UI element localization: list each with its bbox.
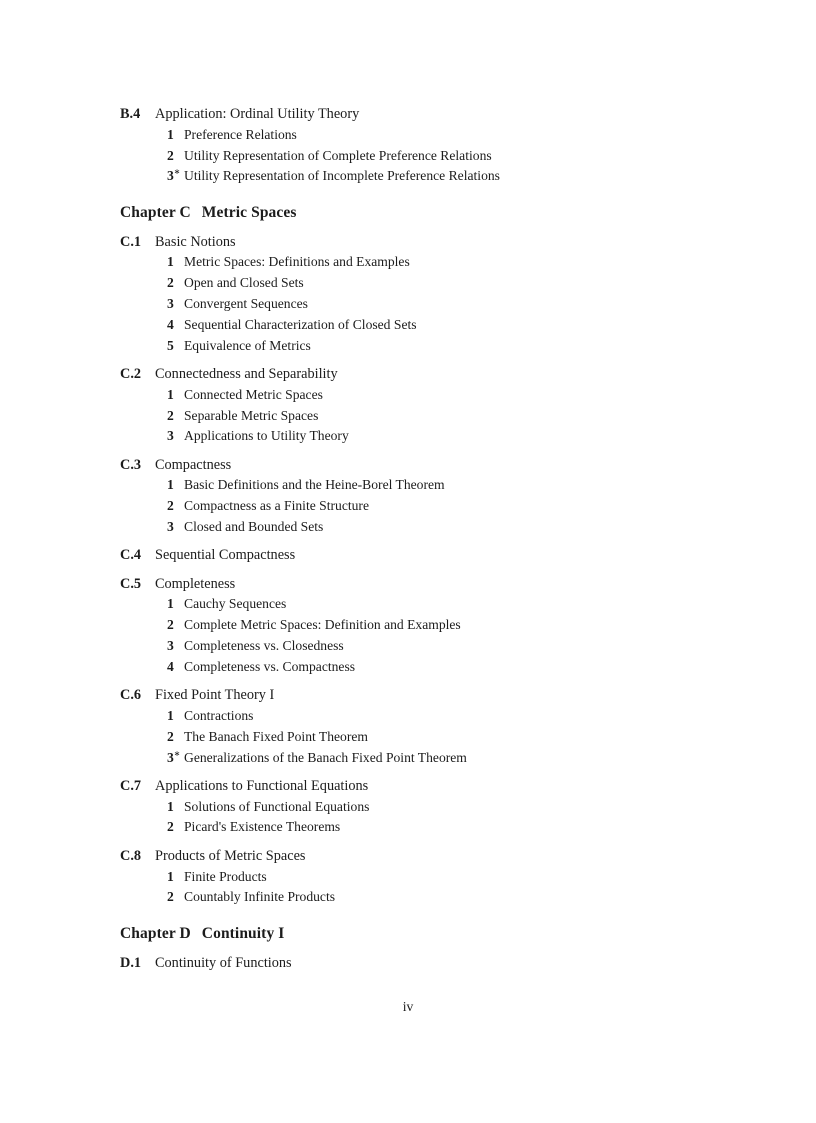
item-number: 2 (167, 728, 174, 744)
toc-item (167, 867, 726, 888)
item-title: Sequential Characterization of Closed Sets (184, 316, 417, 332)
item-title: Utility Representation of Incomplete Preference Relations (184, 168, 500, 184)
item-number: 4 (167, 316, 174, 332)
section-label: C.7 (120, 777, 142, 794)
item-title: Countably Infinite Products (184, 889, 336, 905)
section-entry (120, 846, 726, 908)
section-title: Application: Ordinal Utility Theory (155, 106, 360, 122)
toc-item (167, 406, 726, 427)
toc-item (167, 125, 726, 146)
item-number: 2 (167, 819, 174, 835)
item-number: 1 (167, 868, 174, 884)
item-number: 1 (167, 707, 174, 723)
toc (120, 104, 726, 973)
chapter-title: Continuity I (201, 925, 285, 943)
section-heading (120, 776, 726, 797)
item-number: 5 (167, 337, 174, 353)
item-title: Solutions of Functional Equations (184, 798, 370, 814)
subsection-list (120, 706, 726, 768)
item-title: Preference Relations (184, 126, 297, 142)
item-title: Open and Closed Sets (184, 275, 304, 291)
chapter-title: Metric Spaces (201, 204, 297, 222)
item-number: 3 (167, 428, 174, 444)
item-title: Convergent Sequences (184, 296, 308, 312)
section-title: Fixed Point Theory I (155, 687, 275, 704)
item-number: 1 (167, 254, 174, 270)
item-number: 3 (167, 638, 174, 654)
toc-item (167, 496, 726, 517)
section-entry (120, 364, 726, 447)
toc-item (167, 727, 726, 748)
section-entry (120, 232, 726, 357)
chapter-label: Chapter D (120, 925, 191, 943)
section-label: B.4 (120, 106, 141, 122)
item-title: Contractions (184, 707, 254, 723)
section-title: Products of Metric Spaces (155, 847, 306, 864)
toc-item (167, 887, 726, 908)
chapter-label: Chapter C (120, 204, 191, 222)
toc-item (167, 166, 726, 187)
item-title: Picard's Existence Theorems (184, 819, 341, 835)
star-mark: ∗ (173, 748, 181, 759)
section-entry (120, 776, 726, 838)
toc-item (167, 252, 726, 273)
section-label: C.2 (120, 365, 142, 382)
subsection-list (120, 125, 726, 187)
star-mark: ∗ (173, 167, 181, 178)
item-number: 2 (167, 407, 174, 423)
toc-item (167, 817, 726, 838)
section-label: C.6 (120, 687, 142, 704)
toc-item (167, 426, 726, 447)
toc-item (167, 294, 726, 315)
chapter-heading (120, 923, 726, 945)
page-number: iv (402, 999, 414, 1014)
section-label: C.4 (120, 547, 142, 564)
section-title: Completeness (155, 575, 236, 592)
section-title: Continuity of Functions (155, 954, 292, 971)
item-title: Completeness vs. Compactness (184, 658, 356, 674)
toc-item (167, 517, 726, 538)
section-entry (120, 953, 726, 974)
item-title: Closed and Bounded Sets (184, 519, 324, 535)
toc-item (167, 336, 726, 357)
subsection-list (120, 385, 726, 447)
item-number: 1 (167, 596, 174, 612)
section-label: C.1 (120, 233, 142, 250)
item-title: Compactness as a Finite Structure (184, 498, 369, 514)
section-label: C.3 (120, 456, 142, 473)
item-number: 1 (167, 798, 174, 814)
toc-item (167, 797, 726, 818)
item-title: Completeness vs. Closedness (184, 638, 344, 654)
subsection-list (120, 594, 726, 677)
section-entry (120, 104, 726, 187)
toc-item (167, 315, 726, 336)
item-title: Equivalence of Metrics (184, 337, 311, 353)
item-number: 3 (167, 519, 174, 535)
section-heading (120, 953, 726, 974)
item-title: Cauchy Sequences (184, 596, 287, 612)
item-number: 2 (167, 617, 174, 633)
section-heading (120, 364, 726, 385)
item-number: 2 (167, 275, 174, 291)
item-number: 2 (167, 147, 174, 163)
section-label: C.8 (120, 847, 142, 864)
toc-item (167, 615, 726, 636)
item-title: Generalizations of the Banach Fixed Point Theorem (184, 749, 467, 765)
toc-item (167, 385, 726, 406)
section-title: Compactness (155, 456, 232, 473)
item-title: Complete Metric Spaces: Definition and Examples (184, 617, 461, 633)
toc-item (167, 706, 726, 727)
section-title: Connectedness and Separability (155, 365, 338, 382)
item-title: Separable Metric Spaces (184, 407, 319, 423)
item-number: 4 (167, 658, 174, 674)
item-number: 2 (167, 889, 174, 905)
section-label: C.5 (120, 575, 142, 592)
section-heading (120, 232, 726, 253)
subsection-list (120, 867, 726, 909)
section-entry (120, 685, 726, 768)
item-title: Applications to Utility Theory (184, 428, 349, 444)
section-label: D.1 (120, 954, 142, 971)
item-number: 2 (167, 498, 174, 514)
section-entry (120, 574, 726, 678)
toc-item (167, 273, 726, 294)
item-title: Connected Metric Spaces (184, 386, 323, 402)
subsection-list (120, 252, 726, 356)
toc-item (167, 146, 726, 167)
toc-item (167, 636, 726, 657)
item-number: 3∗ (167, 167, 181, 184)
subsection-list (120, 475, 726, 537)
item-title: Finite Products (184, 868, 267, 884)
section-entry (120, 545, 726, 566)
item-title: The Banach Fixed Point Theorem (184, 728, 368, 744)
toc-item (167, 657, 726, 678)
toc-item (167, 748, 726, 769)
section-heading (120, 574, 726, 595)
section-title: Sequential Compactness (155, 547, 296, 564)
section-title: Basic Notions (155, 233, 236, 250)
item-title: Metric Spaces: Definitions and Examples (184, 254, 410, 270)
item-title: Basic Definitions and the Heine-Borel Theorem (184, 477, 445, 493)
section-heading (120, 455, 726, 476)
item-number: 3 (167, 296, 174, 312)
toc-item (167, 475, 726, 496)
item-number: 1 (167, 477, 174, 493)
section-heading (120, 685, 726, 706)
section-heading (120, 846, 726, 867)
item-title: Utility Representation of Complete Preference Relations (184, 147, 492, 163)
item-number: 1 (167, 126, 174, 142)
chapter-heading (120, 202, 726, 224)
subsection-list (120, 797, 726, 839)
item-number: 3∗ (167, 748, 181, 765)
section-heading (120, 545, 726, 566)
toc-item (167, 594, 726, 615)
item-number: 1 (167, 386, 174, 402)
section-title: Applications to Functional Equations (155, 777, 369, 794)
section-heading (120, 104, 726, 125)
section-entry (120, 455, 726, 538)
